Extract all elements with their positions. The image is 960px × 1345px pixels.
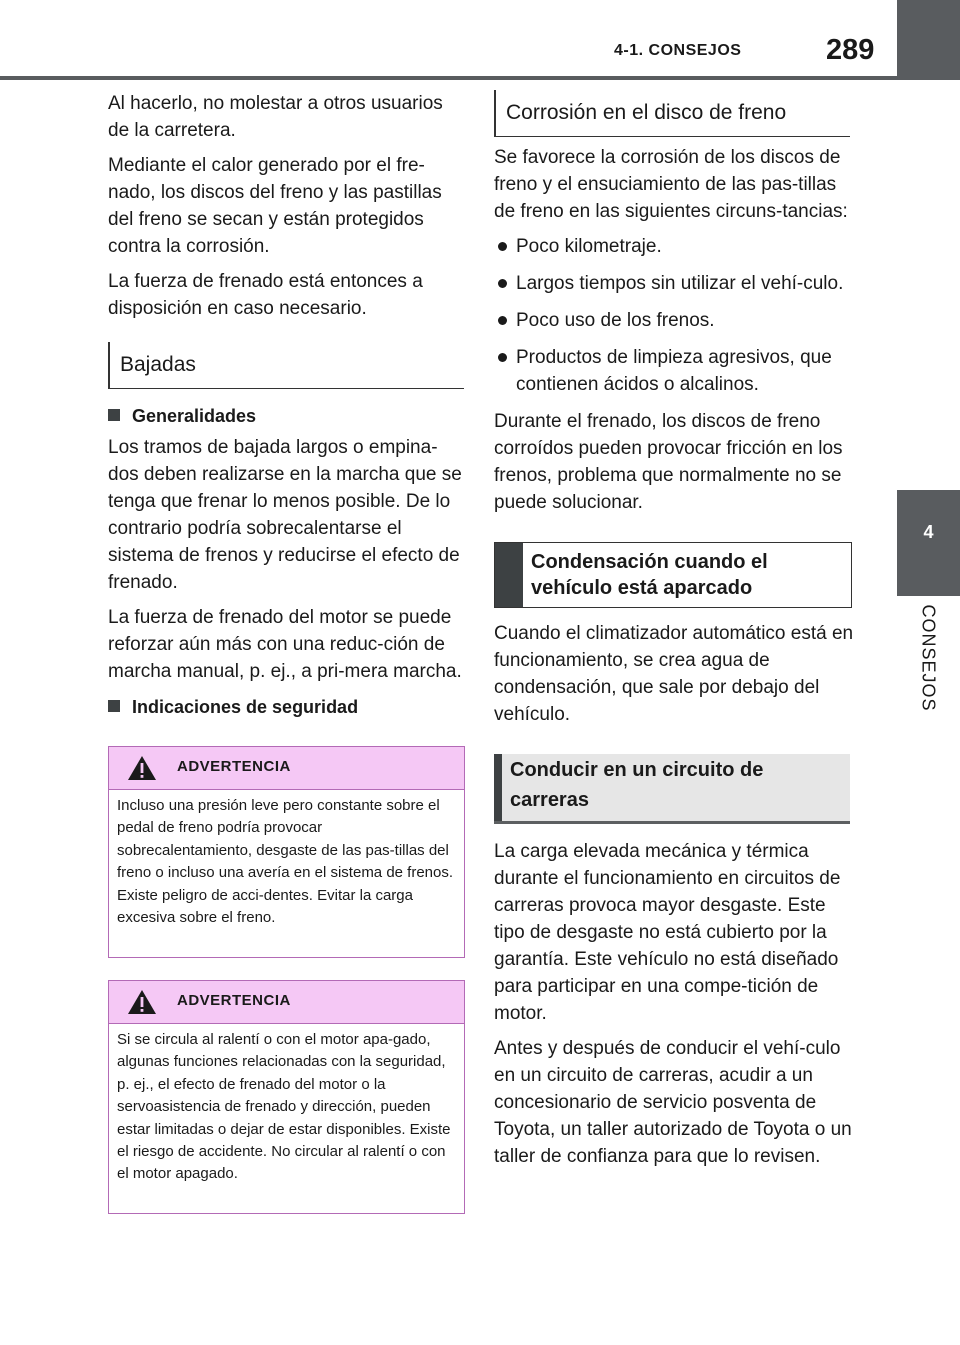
indicaciones-subheading: [108, 695, 468, 719]
body-paragraph: Se favorece la corrosión de los discos de freno y el ensuciamiento de las pas-tillas de freno en las siguientes circuns-tancias:: [494, 147, 848, 222]
warning-header: [109, 747, 464, 790]
intro-paragraph: Mediante el calor generado por el fre-nado, los discos del freno y las pastillas del freno se secan y están protegidos contra la corrosión.: [108, 155, 442, 257]
warning-title: ADVERTENCIA: [177, 992, 291, 1009]
bullet-dot-icon: [498, 242, 507, 251]
warning-text: Incluso una presión leve pero constante sobre el pedal de freno podría provocar sobrecalentamiento, desgaste de las pas-tillas del freno o incluso una avería en el sistema de frenos. Existe peligro de acci-dentes. Evitar la carga excesiva sobre el freno.: [117, 797, 454, 927]
bullet-dot-icon: [498, 279, 507, 288]
body-paragraph: Antes y después de conducir el vehí-culo en un circuito de carreras, acudir a un concesionario de servicio posventa de Toyota, un taller autorizado de Toyota o un taller de confianza para que lo revisen.: [494, 1038, 852, 1167]
page-number: 289: [826, 34, 875, 66]
body-paragraph: Durante el frenado, los discos de freno corroídos pueden provocar fricción en los frenos, problema que normalmente no se puede solucionar.: [494, 411, 843, 513]
list-item: [494, 233, 854, 260]
intro-paragraph: La fuerza de frenado está entonces a disposición en caso necesario.: [108, 271, 423, 319]
warning-title: ADVERTENCIA: [177, 758, 291, 775]
list-item: [494, 344, 854, 398]
generalidades-subheading: [108, 404, 468, 428]
condensacion-heading: [494, 542, 852, 608]
warning-triangle-icon: [127, 755, 157, 781]
heading-bar: [495, 543, 523, 607]
bullet-dot-icon: [498, 316, 507, 325]
corrosion-heading: Corrosión en el disco de freno: [494, 90, 850, 137]
right-column: [494, 144, 854, 1178]
bajadas-heading: Bajadas: [108, 342, 464, 389]
list-item: [494, 307, 854, 334]
warning-box: [108, 746, 465, 958]
chapter-number: 4: [923, 522, 934, 542]
intro-paragraph: Al hacerlo, no molestar a otros usuarios de la carretera.: [108, 93, 443, 141]
chapter-tab: [897, 490, 960, 596]
body-paragraph: La carga elevada mecánica y térmica durante el funcionamiento en circuitos de carreras provoca mayor desgaste. Este tipo de desgaste no está cubierto por la garantía. Este vehículo no está diseñado para participar en una compe-tición de motor.: [494, 841, 841, 1024]
body-paragraph: Los tramos de bajada largos o empina-dos deben realizarse en la marcha que se tenga que frenar lo menos posible. De lo contrario podría sobrecalentarse el sistema de frenos y reducirse el efecto de frenado.: [108, 437, 462, 593]
circuito-heading: [494, 754, 850, 824]
header-rule: [0, 76, 960, 80]
corrosion-list: [494, 233, 854, 398]
warning-header: [109, 981, 464, 1024]
list-item-text: Poco kilometraje.: [516, 236, 662, 257]
body-paragraph: Cuando el climatizador automático está en funcionamiento, se crea agua de condensación, que sale por debajo del vehículo.: [494, 623, 854, 725]
condensacion-title: Condensación cuando el vehículo está aparcado: [531, 551, 768, 599]
left-column: [108, 90, 468, 725]
circuito-title: Conducir en un circuito de carreras: [510, 759, 764, 811]
section-title: 4-1. CONSEJOS: [614, 42, 742, 59]
heading-bar: [494, 754, 502, 821]
warning-triangle-icon: [127, 989, 157, 1015]
square-bullet-icon: [108, 700, 120, 712]
square-bullet-icon: [108, 409, 120, 421]
body-paragraph: La fuerza de frenado del motor se puede reforzar aún más con una reduc-ción de marcha manual, p. ej., a pri-mera marcha.: [108, 607, 462, 682]
generalidades-title: Generalidades: [132, 406, 257, 426]
bullet-dot-icon: [498, 353, 507, 362]
list-item-text: Poco uso de los frenos.: [516, 310, 715, 331]
warning-text: Si se circula al ralentí o con el motor apa-gado, algunas funciones relacionadas con la seguridad, p. ej., el efecto de frenado del motor o la servoasistencia de frenado y dirección, pueden estar limitadas o dejar de estar disponibles. Existe el riesgo de accidente. No circular al ralentí o con el motor apagado.: [117, 1031, 451, 1183]
list-item: [494, 270, 854, 297]
indicaciones-title: Indicaciones de seguridad: [132, 697, 359, 717]
warning-box: [108, 980, 465, 1214]
side-tab-top: [897, 0, 960, 76]
list-item-text: Productos de limpieza agresivos, que contienen ácidos o alcalinos.: [516, 347, 832, 395]
list-item-text: Largos tiempos sin utilizar el vehí-culo.: [516, 273, 844, 294]
chapter-label: CONSEJOS: [918, 604, 939, 712]
